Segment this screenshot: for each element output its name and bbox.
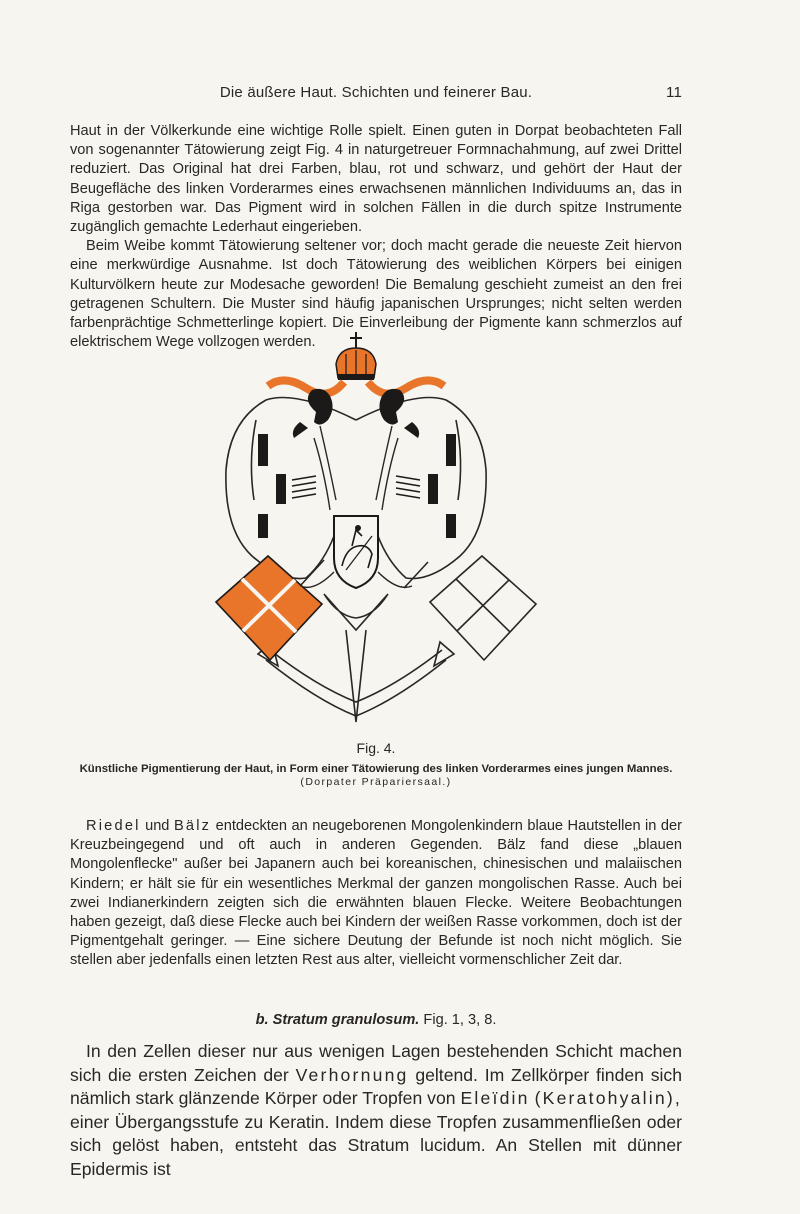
connector-word: und bbox=[145, 818, 170, 834]
ribbon-right bbox=[368, 380, 444, 393]
paragraph-text: einer Übergangsstufe zu Keratin. Indem diese Tropfen zusammenfließen oder sich gelöst haben, entsteht das Stratum lucidum. An Stellen mit dünner Epidermis ist bbox=[70, 1111, 682, 1179]
figure-source: (Dorpater Präpariersaal.) bbox=[300, 776, 452, 788]
section-title: b. Stratum granulosum. bbox=[255, 1012, 420, 1028]
text-block-middle bbox=[70, 817, 682, 971]
text-block-bottom bbox=[70, 1040, 682, 1182]
figure-label: Fig. 4. bbox=[356, 740, 396, 756]
paragraph bbox=[70, 817, 682, 971]
emphasized-term: (Keratohyalin), bbox=[534, 1088, 682, 1109]
page-number: 11 bbox=[666, 84, 682, 101]
paragraph-text: geltend. Im Zellkörper finden sich nämlich stark glänzende Körper oder Tropfen von bbox=[70, 1064, 683, 1109]
author-name: Bälz bbox=[173, 818, 212, 834]
central-shield bbox=[334, 516, 378, 588]
figure-reference: Fig. 1, 3, 8. bbox=[423, 1012, 497, 1028]
emphasized-term: Verhornung bbox=[295, 1064, 409, 1085]
figure-caption: Künstliche Pigmentierung der Haut, in Form einer Tätowierung des linken Vorderarmes eines jungen Mannes. bbox=[79, 763, 673, 775]
eagle-heads bbox=[293, 389, 419, 438]
ribbon-left bbox=[268, 380, 344, 393]
neck-hatching bbox=[292, 476, 420, 498]
flag-left bbox=[216, 556, 324, 660]
crown bbox=[336, 332, 376, 380]
paragraph-text: In den Zellen dieser nur aus wenigen Lagen bestehenden Schicht machen sich die ersten Zeichen der bbox=[70, 1041, 682, 1085]
text-block-top bbox=[70, 122, 682, 352]
eagle-necks bbox=[314, 426, 398, 510]
paragraph-text: entdeckten an neugeborenen Mongolenkindern blaue Hautstellen in der Kreuzbeingegend und oft auch in anderen Gegenden. Bälz fand diese „blauen Mongolenflecke" außer bei Japanern auch bei koreanischen, chinesischen und malaiischen Kindern; er hält sie für ein wesentliches Merkmal der ganzen mongolischen Rasse. Auch bei zwei Indianerkindern zeigten sich die erwähnten blauen Flecke. Weitere Beobachtungen haben gezeigt, daß diese Flecke auch bei Kindern der weißen Rasse vorkommen, doch ist der Pigmentgehalt geringer. — Eine sichere Deutung der Befunde ist noch nicht möglich. Sie stellen aber jedenfalls einen letzten Rest aus alter, vielleicht vormenschlicher Zeit dar. bbox=[70, 818, 682, 969]
eagle-tail bbox=[324, 594, 388, 630]
flag-right bbox=[404, 556, 536, 660]
tattoo-illustration bbox=[196, 330, 556, 730]
running-title: Die äußere Haut. Schichten und feinerer Bau. bbox=[219, 84, 533, 101]
emphasized-term: Eleïdin bbox=[460, 1088, 530, 1109]
paragraph: Haut in der Völkerkunde eine wichtige Rolle spielt. Einen guten in Dorpat beobachteten Fall von sogenannter Tätowierung zeigt Fig. 4 in naturgetreuer Formnachahmung, auf zwei Drittel reduziert. Das Original hat drei Farben, blau, rot und schwarz, und gehört der Haut der Beugefläche des linken Vorderarmes eines erwachsenen männlichen Individuums an, das in Riga gestorben war. Das Pigment wird in solchen Fällen in die durch spitze Instrumente zugänglich gemachte Lederhaut eingerieben. bbox=[70, 123, 682, 236]
anchor bbox=[258, 630, 454, 722]
paragraph: Beim Weibe kommt Tätowierung seltener vor; doch macht gerade die neueste Zeit hiervon eine merkwürdige Ausnahme. Ist doch Tätowierung des weiblichen Körpers bei einigen Kulturvölkern heute zur Modesache geworden! Die Bemalung geschieht zumeist an den frei getragenen Schultern. Die Muster sind häufig japanischen Ursprunges; nicht selten werden farbenprächtige Schmetterlinge kopiert. Die Einverleibung der Pigmente kann schmerzlos auf elektrischem Wege vollzogen werden. bbox=[70, 238, 682, 351]
author-name: Riedel bbox=[86, 818, 141, 834]
section-heading bbox=[70, 1012, 682, 1028]
paragraph bbox=[70, 1040, 682, 1182]
running-header bbox=[70, 84, 682, 101]
